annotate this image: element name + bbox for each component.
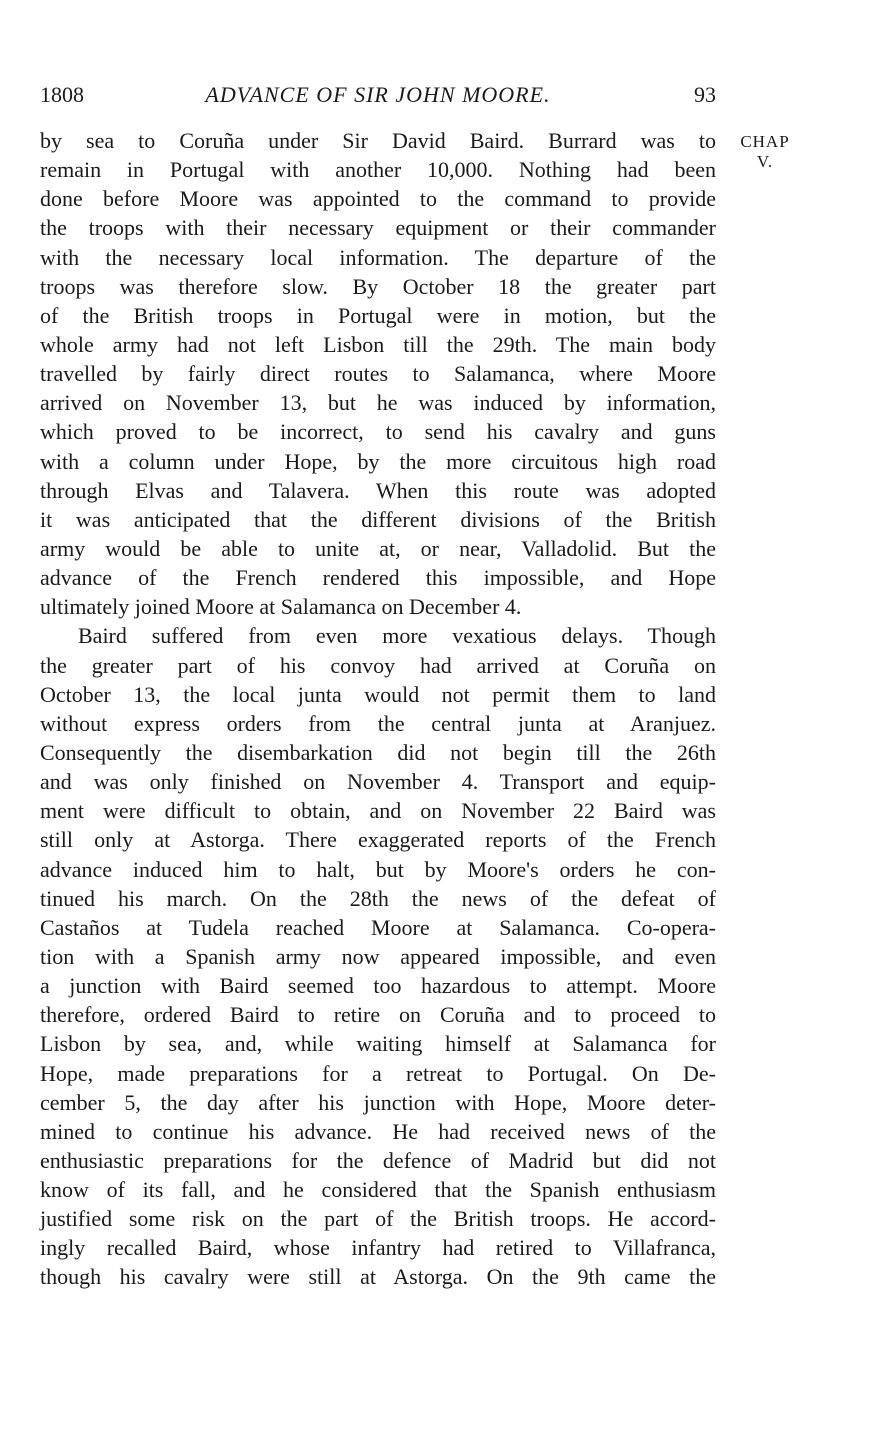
text-line: without express orders from the central junta at Aranjuez. (40, 710, 716, 736)
text-line: arrived on November 13, but he was induced by information, (40, 390, 716, 416)
text-line: of the British troops in Portugal were in motion, but the (40, 302, 716, 328)
chapter-number: V. (756, 152, 774, 171)
text-line: remain in Portugal with another 10,000. Nothing had been (40, 157, 716, 183)
chapter-margin-note (730, 132, 800, 172)
text-line: know of its fall, and he considered that the Spanish enthusiasm (40, 1177, 716, 1203)
text-line: justified some risk on the part of the British troops. He accord- (40, 1206, 716, 1232)
text-line: travelled by fairly direct routes to Salamanca, where Moore (40, 361, 716, 387)
text-line: troops was therefore slow. By October 18 the greater part (40, 273, 716, 299)
text-line: ultimately joined Moore at Salamanca on December 4. (40, 594, 522, 620)
text-line: October 13, the local junta would not permit them to land (40, 681, 716, 707)
text-line: a junction with Baird seemed too hazardous to attempt. Moore (40, 973, 716, 999)
text-line: tinued his march. On the 28th the news of the defeat of (40, 885, 716, 911)
text-line: enthusiastic preparations for the defence of Madrid but did not (40, 1147, 716, 1173)
text-line: army would be able to unite at, or near, Valladolid. But the (40, 535, 716, 561)
text-line: mined to continue his advance. He had received news of the (40, 1118, 716, 1144)
text-line: done before Moore was appointed to the command to provide (40, 186, 716, 212)
text-line: which proved to be incorrect, to send his cavalry and guns (40, 419, 716, 445)
text-line: advance induced him to halt, but by Moore's orders he con- (40, 856, 716, 882)
text-line: therefore, ordered Baird to retire on Coruña and to proceed to (40, 1002, 716, 1028)
text-line: ingly recalled Baird, whose infantry had retired to Villafranca, (40, 1235, 716, 1261)
text-line: and was only finished on November 4. Transport and equip- (40, 769, 716, 795)
text-line: with a column under Hope, by the more circuitous high road (40, 448, 716, 474)
body-text (40, 126, 716, 1292)
text-line: with the necessary local information. The departure of the (40, 244, 716, 270)
text-line: Lisbon by sea, and, while waiting himself at Salamanca for (40, 1031, 716, 1057)
text-line: it was anticipated that the different divisions of the British (40, 506, 716, 532)
chapter-label: CHAP (740, 132, 790, 151)
text-line: through Elvas and Talavera. When this route was adopted (40, 477, 716, 503)
text-line: though his cavalry were still at Astorga. On the 9th came the (40, 1264, 716, 1290)
text-line: Hope, made preparations for a retreat to Portugal. On De- (40, 1060, 716, 1086)
text-line: whole army had not left Lisbon till the 29th. The main body (40, 331, 716, 357)
text-line: by sea to Coruña under Sir David Baird. Burrard was to (40, 128, 716, 153)
text-line: ment were difficult to obtain, and on November 22 Baird was (40, 798, 716, 824)
header-year: 1808 (40, 82, 84, 107)
text-line: Consequently the disembarkation did not begin till the 26th (40, 739, 716, 765)
text-line: still only at Astorga. There exaggerated reports of the French (40, 827, 716, 853)
text-line: advance of the French rendered this impossible, and Hope (40, 565, 716, 591)
text-line: cember 5, the day after his junction with Hope, Moore deter- (40, 1089, 716, 1115)
text-line: Castaños at Tudela reached Moore at Salamanca. Co-opera- (40, 914, 716, 940)
page-number: 93 (694, 82, 716, 107)
text-line: the troops with their necessary equipment or their commander (40, 215, 716, 241)
text-line: Baird suffered from even more vexatious delays. Though (78, 623, 716, 649)
text-line: tion with a Spanish army now appeared impossible, and even (40, 943, 716, 969)
text-line: the greater part of his convoy had arrived at Coruña on (40, 652, 716, 678)
chapter-title: ADVANCE OF SIR JOHN MOORE. (205, 82, 551, 107)
running-head (40, 82, 716, 112)
